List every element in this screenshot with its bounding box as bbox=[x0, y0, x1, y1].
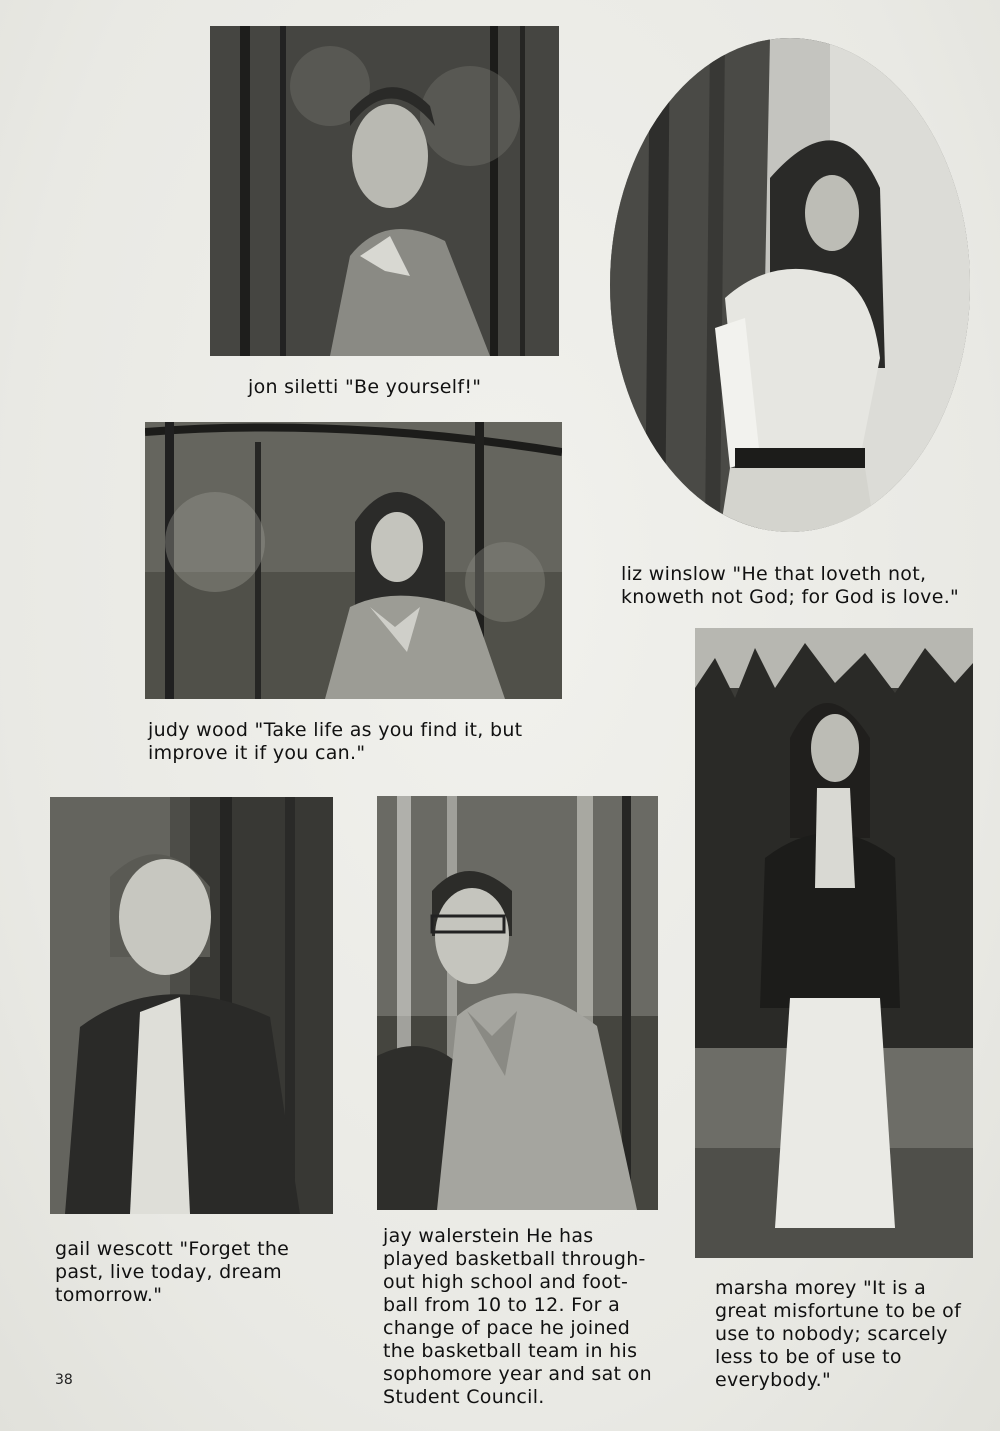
portrait-photo-liz-winslow bbox=[610, 38, 970, 532]
portrait-photo-gail-wescott bbox=[50, 797, 333, 1214]
portrait-photo-jay-walerstein bbox=[377, 796, 658, 1210]
portrait-caption-gail-wescott: gail wescott "Forget the past, live today, dream tomorrow." bbox=[55, 1238, 290, 1306]
portrait-photo-marsha-morey bbox=[695, 628, 973, 1258]
portrait-photo-judy-wood bbox=[145, 422, 562, 699]
portrait-caption-judy-wood: judy wood "Take life as you find it, but improve it if you can." bbox=[148, 719, 523, 764]
portrait-caption-liz-winslow: liz winslow "He that loveth not, knoweth not God; for God is love." bbox=[621, 563, 960, 608]
page-number: 38 bbox=[55, 1372, 73, 1388]
portrait-caption-jon-siletti: jon siletti "Be yourself!" bbox=[248, 376, 482, 398]
portrait-caption-marsha-morey: marsha morey "It is a great misfortune to be of use to nobody; scarcely less to be of use to everybody." bbox=[715, 1277, 962, 1391]
portrait-caption-jay-walerstein: jay walerstein He has played basketball through- out high school and foot- ball from 10 to 12. For a change of pace he joined the basketball team in his sophomore year and sat on Student Council. bbox=[383, 1225, 652, 1408]
portrait-photo-jon-siletti bbox=[210, 26, 559, 356]
